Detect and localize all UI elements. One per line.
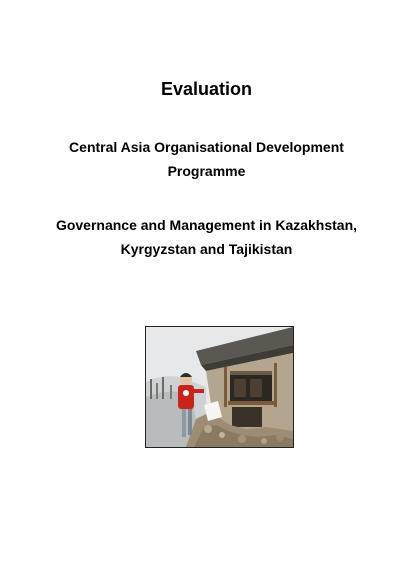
programme-heading-line-2: Programme [167,163,246,179]
cover-photo [145,326,294,448]
document-title: Evaluation [160,79,253,99]
programme-heading [0,135,413,183]
earthquake-damage-illustration [146,327,293,447]
topic-heading [0,213,413,261]
topic-heading-line-1: Governance and Management in Kazakhstan, [55,217,358,233]
programme-heading-line-1: Central Asia Organisational Development [69,139,344,155]
topic-heading-line-2: Kyrgyzstan and Tajikistan [120,241,293,257]
